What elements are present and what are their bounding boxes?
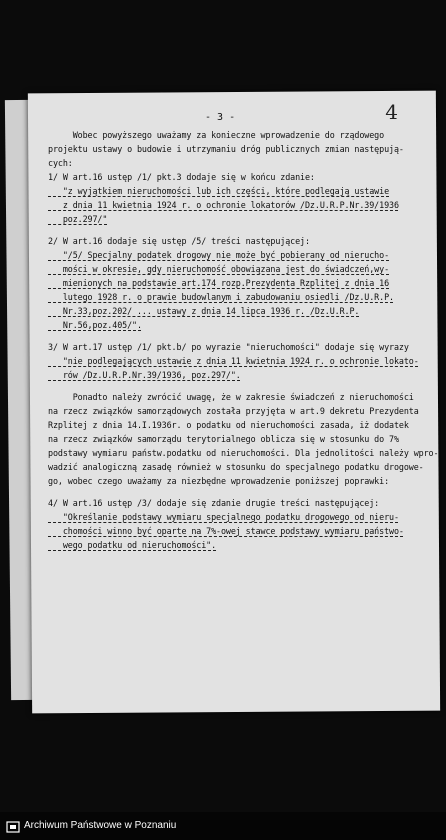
text-line: lutego 1928 r. o prawie budowlanym i zabudowaniu osiedli /Dz.U.R.P. [48, 292, 394, 302]
text-line: wego podatku od nieruchomości". [48, 540, 217, 550]
text-line: 3/ W art.17 ustęp /1/ pkt.b/ po wyrazie "nieruchomości" dodaje się wyrazy [48, 342, 409, 352]
text-line: 2/ W art.16 dodaje się ustęp /5/ treści następującej: [48, 236, 310, 246]
text-line: "/5/ Specjalny podatek drogowy nie może być pobierany od nierucho- [48, 250, 390, 260]
text-line: Wobec powyższego uważamy za konieczne wprowadzenie do rządowego [48, 130, 385, 140]
text-line: na rzecz związków samorządowych została przyjęta w art.9 dekretu Prezydenta [48, 406, 419, 416]
text-line: projektu ustawy o budowie i utrzymaniu dróg publicznych zmian następują- [48, 144, 404, 154]
text-line: Nr.33,poz.202/ ... ustawy z dnia 14 lipca 1936 r. /Dz.U.R.P. [48, 306, 360, 316]
page-number: - 3 - [205, 112, 236, 123]
text-line: cych: [48, 158, 73, 168]
text-line: Nr.56,poz.405/". [48, 320, 142, 330]
text-line: mości w okresie, gdy nieruchomość obowiązana jest do świadczeń,wy- [48, 264, 390, 274]
text-line: "nie podlegających ustawie z dnia 11 kwietnia 1924 r. o ochronie lokato- [48, 356, 419, 366]
text-line: na rzecz związków samorządu terytorialnego oblicza się w stosunku do 7% [48, 434, 399, 444]
text-line: Rzplitej z dnia 14.I.1936r. o podatku od nieruchomości zasada, iż dodatek [48, 420, 409, 430]
text-line: Ponadto należy zwrócić uwagę, że w zakresie świadczeń z nieruchomości [48, 392, 414, 402]
text-line: z dnia 11 kwietnia 1924 r. o ochronie lokatorów /Dz.U.R.P.Nr.39/1936 [48, 200, 399, 210]
text-line: podstawy wymiaru państw.podatku od nieruchomości. Dla jednolitości należy wpro- [48, 448, 439, 458]
text-line: "z wyjątkiem nieruchomości lub ich części, które podlegają ustawie [48, 186, 390, 196]
text-line: rów /Dz.U.R.P.Nr.39/1936, poz.297/". [48, 370, 241, 380]
folio-number: 4 [385, 100, 398, 124]
text-line: wadzić analogiczną zasadę również w stosunku do specjalnego podatku drogowe- [48, 462, 424, 472]
text-line: "Określanie podstawy wymiaru specjalnego podatku drogowego od nieru- [48, 512, 399, 522]
text-line: 1/ W art.16 ustęp /1/ pkt.3 dodaje się w końcu zdanie: [48, 172, 315, 182]
archive-name: Archiwum Państwowe w Poznaniu [24, 820, 177, 831]
text-line: go, wobec czego uważamy za niezbędne wprowadzenie poniższej poprawki: [48, 476, 390, 486]
archive-logo-icon [6, 820, 20, 834]
text-line: mienionych na podstawie art.174 rozp.Prezydenta Rzplitej z dnia 16 [48, 278, 390, 288]
text-line: 4/ W art.16 ustęp /3/ dodaje się zdanie drugie treści następującej: [48, 498, 380, 508]
text-line: poz.297/" [48, 214, 108, 224]
archive-footer [0, 812, 446, 840]
document-body [48, 128, 439, 552]
text-line: chomości winno być oparte na 7%-owej stawce podstawy wymiaru państwo- [48, 526, 404, 536]
